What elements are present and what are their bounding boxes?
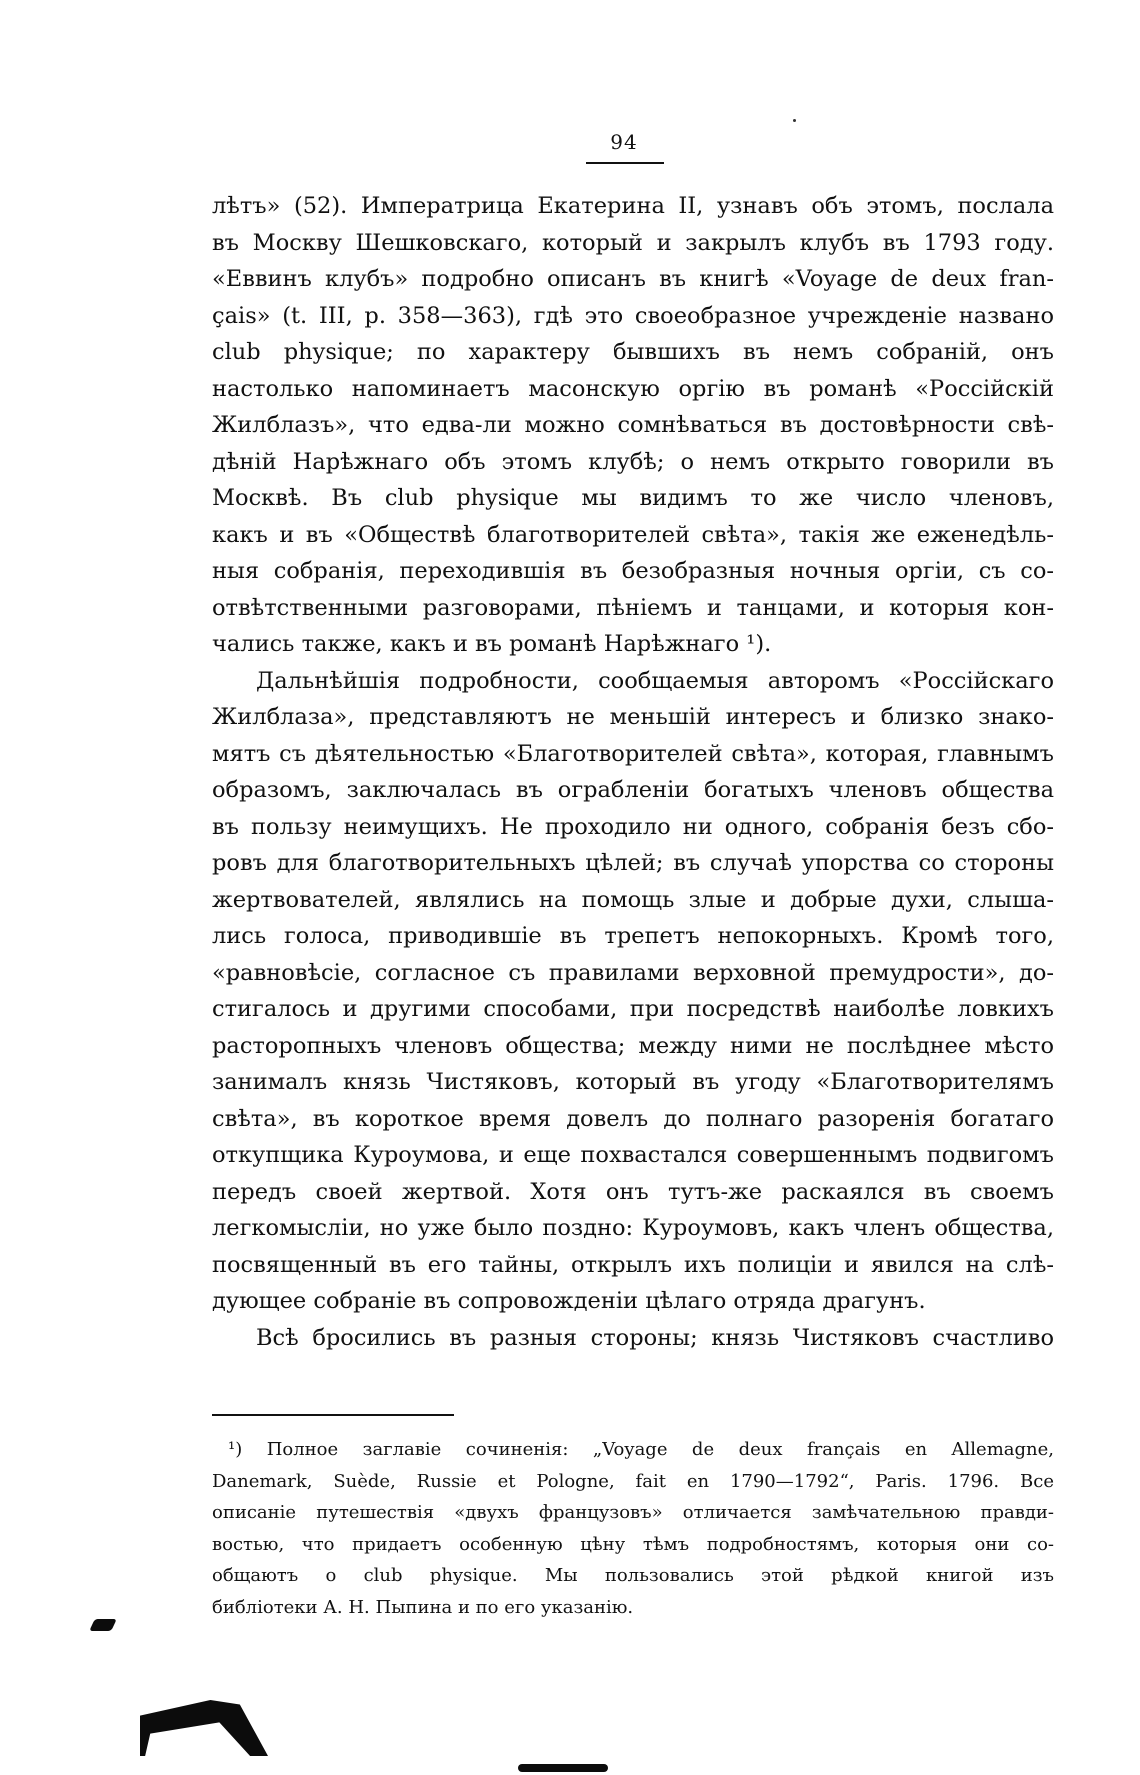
- text-line: дѣній Нарѣжнаго объ этомъ клубѣ; о немъ открыто говорили въ: [212, 448, 1054, 475]
- text-line: мятъ съ дѣятельностью «Благотворителей свѣта», которая, главнымъ: [212, 740, 1054, 767]
- print-speck: [793, 119, 796, 122]
- text-line: въ Москву Шешковскаго, который и закрылъ клубъ въ 1793 году.: [212, 229, 1054, 256]
- footnote-line: востью, что придаетъ особенную цѣну тѣмъ подробностямъ, которыя они со-: [212, 1533, 1054, 1555]
- ink-blot-large: [140, 1700, 268, 1756]
- text-line: çais» (t. III, p. 358—363), гдѣ это своеобразное учрежденіе названо: [212, 302, 1054, 329]
- text-line: образомъ, заключалась въ ограбленіи богатыхъ членовъ общества: [212, 777, 1054, 803]
- text-line: посвященный въ его тайны, открылъ ихъ полиціи и явился на слѣ-: [212, 1251, 1054, 1278]
- text-line: передъ своей жертвой. Хотя онъ тутъ-же раскаялся въ своемъ: [212, 1178, 1054, 1205]
- paragraph-3: [212, 1320, 1054, 1357]
- paragraph-2: [212, 663, 1054, 1320]
- text-line: club physique; по характеру бывшихъ въ немъ собраній, онъ: [212, 339, 1054, 365]
- text-line: «Еввинъ клубъ» подробно описанъ въ книгѣ «Voyage de deux fran-: [212, 266, 1054, 292]
- text-line: стигалось и другими способами, при посредствѣ наиболѣе ловкихъ: [212, 996, 1054, 1022]
- text-line: дующее собраніе въ сопровожденіи цѣлаго отряда драгунъ.: [212, 1288, 926, 1314]
- text-line: Москвѣ. Въ club physique мы видимъ то же число членовъ,: [212, 485, 1054, 511]
- text-line: въ пользу неимущихъ. Не проходило ни одного, собранія безъ сбо-: [212, 813, 1054, 840]
- text-line: Жилблазъ», что едва-ли можно сомнѣваться въ достовѣрности свѣ-: [212, 412, 1054, 438]
- text-line: Дальнѣйшія подробности, сообщаемыя авторомъ «Россійскаго: [256, 667, 1054, 694]
- text-line: откупщика Куроумова, и еще похвастался совершеннымъ подвигомъ: [212, 1142, 1054, 1168]
- paragraph-1: [212, 188, 1054, 663]
- text-line: лѣтъ» (52). Императрица Екатерина II, узнавъ объ этомъ, послала: [212, 193, 1054, 219]
- footnote-rule: [212, 1414, 454, 1416]
- footnote: [212, 1434, 1054, 1623]
- text-line: легкомысліи, но уже было поздно: Куроумовъ, какъ членъ общества,: [212, 1215, 1054, 1241]
- text-line: Жилблаза», представляютъ не меньшій интересъ и близко знако-: [212, 704, 1054, 730]
- page-number-rule: [586, 162, 664, 164]
- body-text: [212, 188, 1054, 1356]
- footnote-line: общаютъ о club physique. Мы пользовались этой рѣдкой книгой изъ: [212, 1565, 1054, 1586]
- text-line: ныя собранія, переходившія въ безобразныя ночныя оргіи, съ со-: [212, 558, 1054, 584]
- text-line: настолько напоминаетъ масонскую оргію въ романѣ «Россійскій: [212, 375, 1054, 402]
- text-line: отвѣтственными разговорами, пѣніемъ и танцами, и которыя кон-: [212, 594, 1054, 621]
- text-line: «равновѣсіе, согласное съ правилами верховной премудрости», до-: [212, 959, 1054, 986]
- ink-blot-bottom: [518, 1764, 608, 1772]
- text-line: чались также, какъ и въ романѣ Нарѣжнаго ¹).: [212, 631, 772, 657]
- ink-blot-small: [89, 1619, 117, 1631]
- footnote-line: описаніе путешествія «двухъ французовъ» отличается замѣчательною правди-: [212, 1502, 1054, 1523]
- text-line: какъ и въ «Обществѣ благотворителей свѣта», такія же еженедѣль-: [212, 521, 1054, 548]
- footnote-line: библіотеки А. Н. Пыпина и по его указанію.: [212, 1596, 634, 1618]
- footnote-line: Danemark, Suède, Russie et Pologne, fait en 1790—1792“, Paris. 1796. Все: [212, 1470, 1054, 1492]
- text-line: расторопныхъ членовъ общества; между ними не послѣднее мѣсто: [212, 1032, 1054, 1059]
- text-line: свѣта», въ короткое время довелъ до полнаго разоренія богатаго: [212, 1105, 1054, 1132]
- page-number: 94: [610, 130, 638, 154]
- text-line: жертвователей, являлись на помощь злые и добрые духи, слыша-: [212, 886, 1054, 913]
- text-line: ровъ для благотворительныхъ цѣлей; въ случаѣ упорства со стороны: [212, 850, 1054, 876]
- text-line: лись голоса, приводившіе въ трепетъ непокорныхъ. Кромѣ того,: [212, 923, 1054, 949]
- footnote-line: ¹) Полное заглавіе сочиненія: „Voyage de deux français en Allemagne,: [228, 1439, 1054, 1460]
- text-line: Всѣ бросились въ разныя стороны; князь Чистяковъ счастливо: [256, 1324, 1054, 1351]
- text-line: занималъ князь Чистяковъ, который въ угоду «Благотворителямъ: [212, 1069, 1054, 1095]
